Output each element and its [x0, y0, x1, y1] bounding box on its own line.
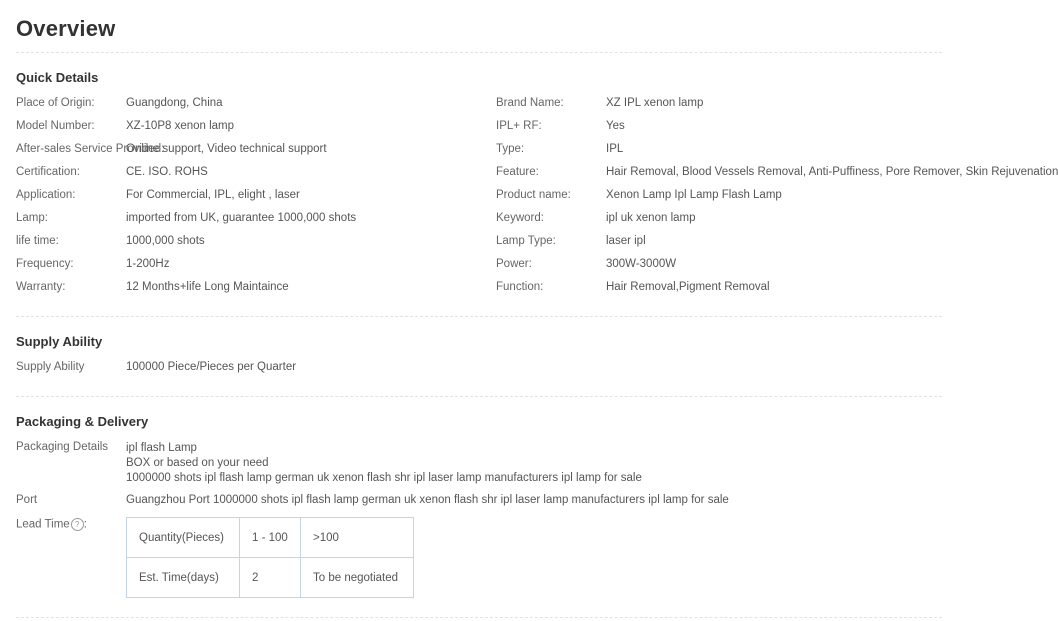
detail-label: Function:	[496, 281, 544, 293]
detail-label: Feature:	[496, 166, 539, 178]
table-cell: Quantity(Pieces)	[127, 518, 240, 558]
divider	[16, 52, 942, 53]
table-row	[127, 518, 414, 558]
detail-value: ipl uk xenon lamp	[606, 212, 696, 224]
detail-value: XZ-10P8 xenon lamp	[126, 120, 235, 132]
detail-value: IPL	[606, 143, 624, 155]
detail-label: Frequency:	[16, 258, 74, 270]
lead-time-label: Lead Time ? :	[16, 518, 87, 531]
packaging-details-line: ipl flash Lamp	[126, 442, 197, 454]
detail-value: Guangdong, China	[126, 97, 223, 109]
table-cell: To be negotiated	[301, 558, 414, 598]
port-label: Port	[16, 494, 38, 506]
table-cell: >100	[301, 518, 414, 558]
detail-value: Yes	[606, 120, 625, 132]
table-row	[127, 558, 414, 598]
detail-value: Online support, Video technical support	[126, 143, 327, 155]
port-value: Guangzhou Port 1000000 shots ipl flash lamp german uk xenon flash shr ipl laser lamp manufacturers ipl lamp for sale	[126, 494, 729, 506]
quick-details-title: Quick Details	[16, 70, 99, 85]
detail-value: laser ipl	[606, 235, 646, 247]
packaging-details-value	[126, 441, 642, 486]
detail-label: Brand Name:	[496, 97, 564, 109]
divider	[16, 617, 942, 618]
detail-label: Lamp:	[16, 212, 48, 224]
detail-label: Application:	[16, 189, 76, 201]
packaging-delivery-title: Packaging & Delivery	[16, 414, 149, 429]
detail-value: 1000,000 shots	[126, 235, 205, 247]
supply-ability-title: Supply Ability	[16, 334, 103, 349]
lead-time-text: Lead Time	[16, 518, 70, 531]
detail-value: 1-200Hz	[126, 258, 170, 270]
detail-label: Lamp Type:	[496, 235, 556, 247]
table-cell: 1 - 100	[240, 518, 301, 558]
detail-value: XZ IPL xenon lamp	[606, 97, 704, 109]
supply-ability-label: Supply Ability	[16, 361, 85, 373]
detail-value: CE. ISO. ROHS	[126, 166, 208, 178]
detail-label: After-sales Service Provided:	[16, 143, 165, 155]
detail-label: Model Number:	[16, 120, 95, 132]
detail-label: Keyword:	[496, 212, 544, 224]
detail-label: Type:	[496, 143, 525, 155]
detail-label: Product name:	[496, 189, 571, 201]
detail-value: imported from UK, guarantee 1000,000 shots	[126, 212, 357, 224]
table-cell: Est. Time(days)	[127, 558, 240, 598]
detail-label: IPL+ RF:	[496, 120, 542, 132]
detail-label: Warranty:	[16, 281, 66, 293]
table-cell: 2	[240, 558, 301, 598]
detail-label: Certification:	[16, 166, 80, 178]
packaging-details-line: BOX or based on your need	[126, 457, 269, 469]
detail-value: Hair Removal, Blood Vessels Removal, Anti-Puffiness, Pore Remover, Skin Rejuvenation	[606, 166, 1058, 178]
detail-label: life time:	[16, 235, 59, 247]
divider	[16, 396, 942, 397]
detail-label: Power:	[496, 258, 532, 270]
supply-ability-value: 100000 Piece/Pieces per Quarter	[126, 361, 297, 373]
detail-value: 300W-3000W	[606, 258, 677, 270]
detail-value: Hair Removal,Pigment Removal	[606, 281, 770, 293]
divider	[16, 316, 942, 317]
detail-value: For Commercial, IPL, elight , laser	[126, 189, 300, 201]
page-title: Overview	[16, 16, 116, 41]
detail-label: Place of Origin:	[16, 97, 95, 109]
packaging-details-label: Packaging Details	[16, 441, 109, 453]
detail-value: 12 Months+life Long Maintaince	[126, 281, 289, 293]
help-icon[interactable]: ?	[71, 518, 84, 531]
packaging-details-line: 1000000 shots ipl flash lamp german uk xenon flash shr ipl laser lamp manufacturers ipl lamp for sale	[126, 472, 642, 484]
detail-value: Xenon Lamp Ipl Lamp Flash Lamp	[606, 189, 782, 201]
lead-time-table	[126, 517, 414, 598]
